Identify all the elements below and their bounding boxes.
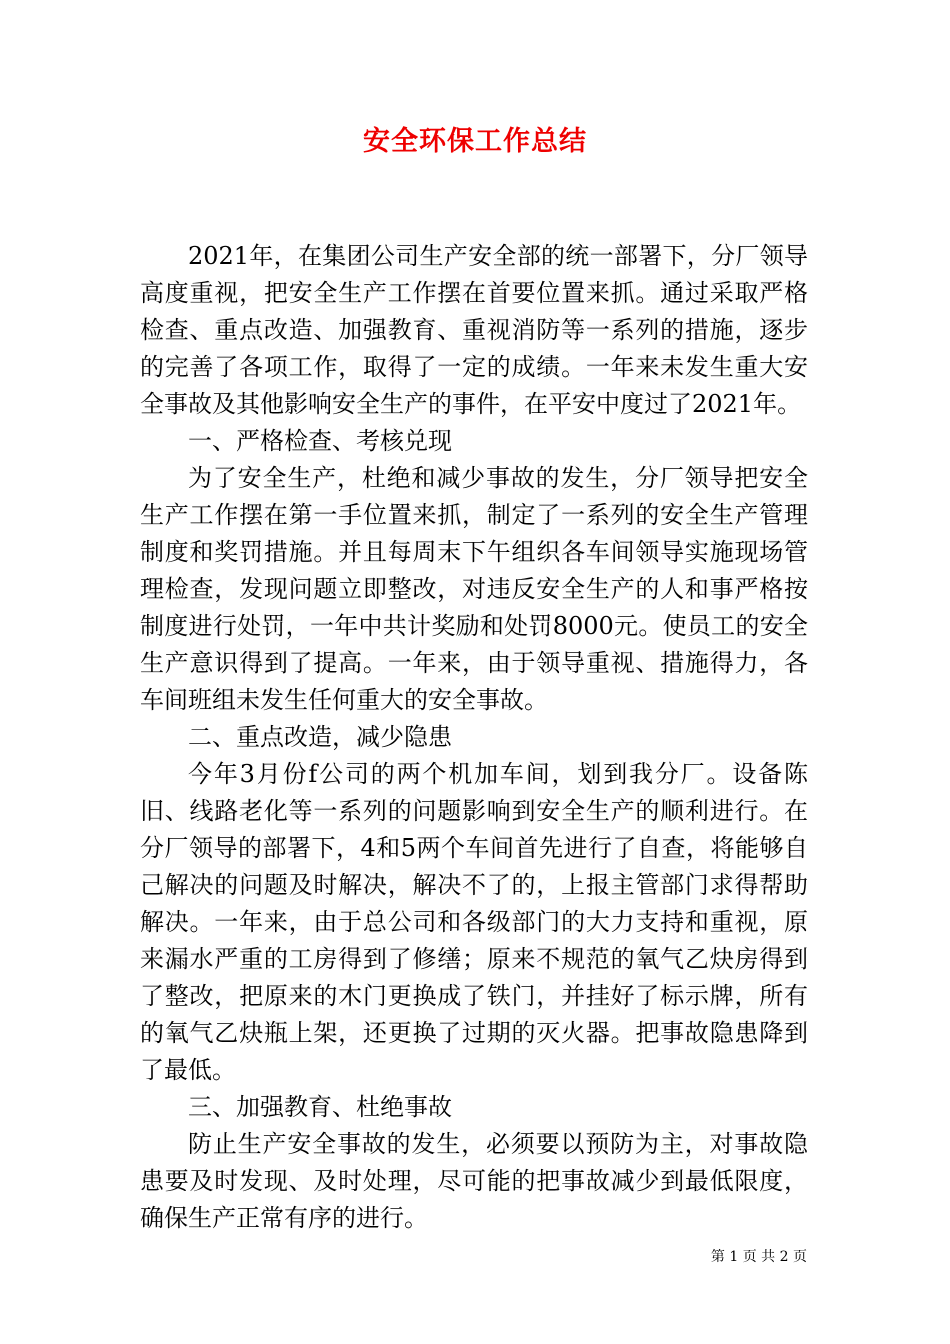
document-title: 安全环保工作总结: [363, 126, 587, 157]
document-body: [140, 238, 808, 1237]
section-heading-3: 三、加强教育、杜绝事故: [188, 1093, 452, 1121]
paragraph-section-3: 防止生产安全事故的发生，必须要以预防为主，对事故隐患要及时发现、及时处理，尽可能的把事故减少到最低限度，确保生产正常有序的进行。: [140, 1130, 808, 1232]
page-number-footer: 第 1 页 共 2 页: [710, 1249, 807, 1265]
paragraph-section-2: 今年3月份f公司的两个机加车间，划到我分厂。设备陈旧、线路老化等一系列的问题影响到安全生产的顺利进行。在分厂领导的部署下，4和5两个车间首先进行了自查，将能够自己解决的问题及时解决，解决不了的，上报主管部门求得帮助解决。一年来，由于总公司和各级部门的大力支持和重视，原来漏水严重的工房得到了修缮；原来不规范的氧气乙炔房得到了整改，把原来的木门更换成了铁门，并挂好了标示牌，所有的氧气乙炔瓶上架，还更换了过期的灭火器。把事故隐患降到了最低。: [140, 760, 808, 1084]
section-heading-1: 一、严格检查、考核兑现: [188, 427, 452, 455]
paragraph-section-1: 为了安全生产，杜绝和减少事故的发生，分厂领导把安全生产工作摆在第一手位置来抓，制定了一系列的安全生产管理制度和奖罚措施。并且每周末下午组织各车间领导实施现场管理检查，发现问题立即整改，对违反安全生产的人和事严格按制度进行处罚，一年中共计奖励和处罚8000元。使员工的安全生产意识得到了提高。一年来，由于领导重视、措施得力，各车间班组未发生任何重大的安全事故。: [140, 464, 808, 714]
paragraph-intro: 2021年，在集团公司生产安全部的统一部署下，分厂领导高度重视，把安全生产工作摆在首要位置来抓。通过采取严格检查、重点改造、加强教育、重视消防等一系列的措施，逐步的完善了各项工作，取得了一定的成绩。一年来未发生重大安全事故及其他影响安全生产的事件，在平安中度过了2021年。: [140, 242, 808, 418]
section-heading-2: 二、重点改造，减少隐患: [188, 723, 452, 751]
